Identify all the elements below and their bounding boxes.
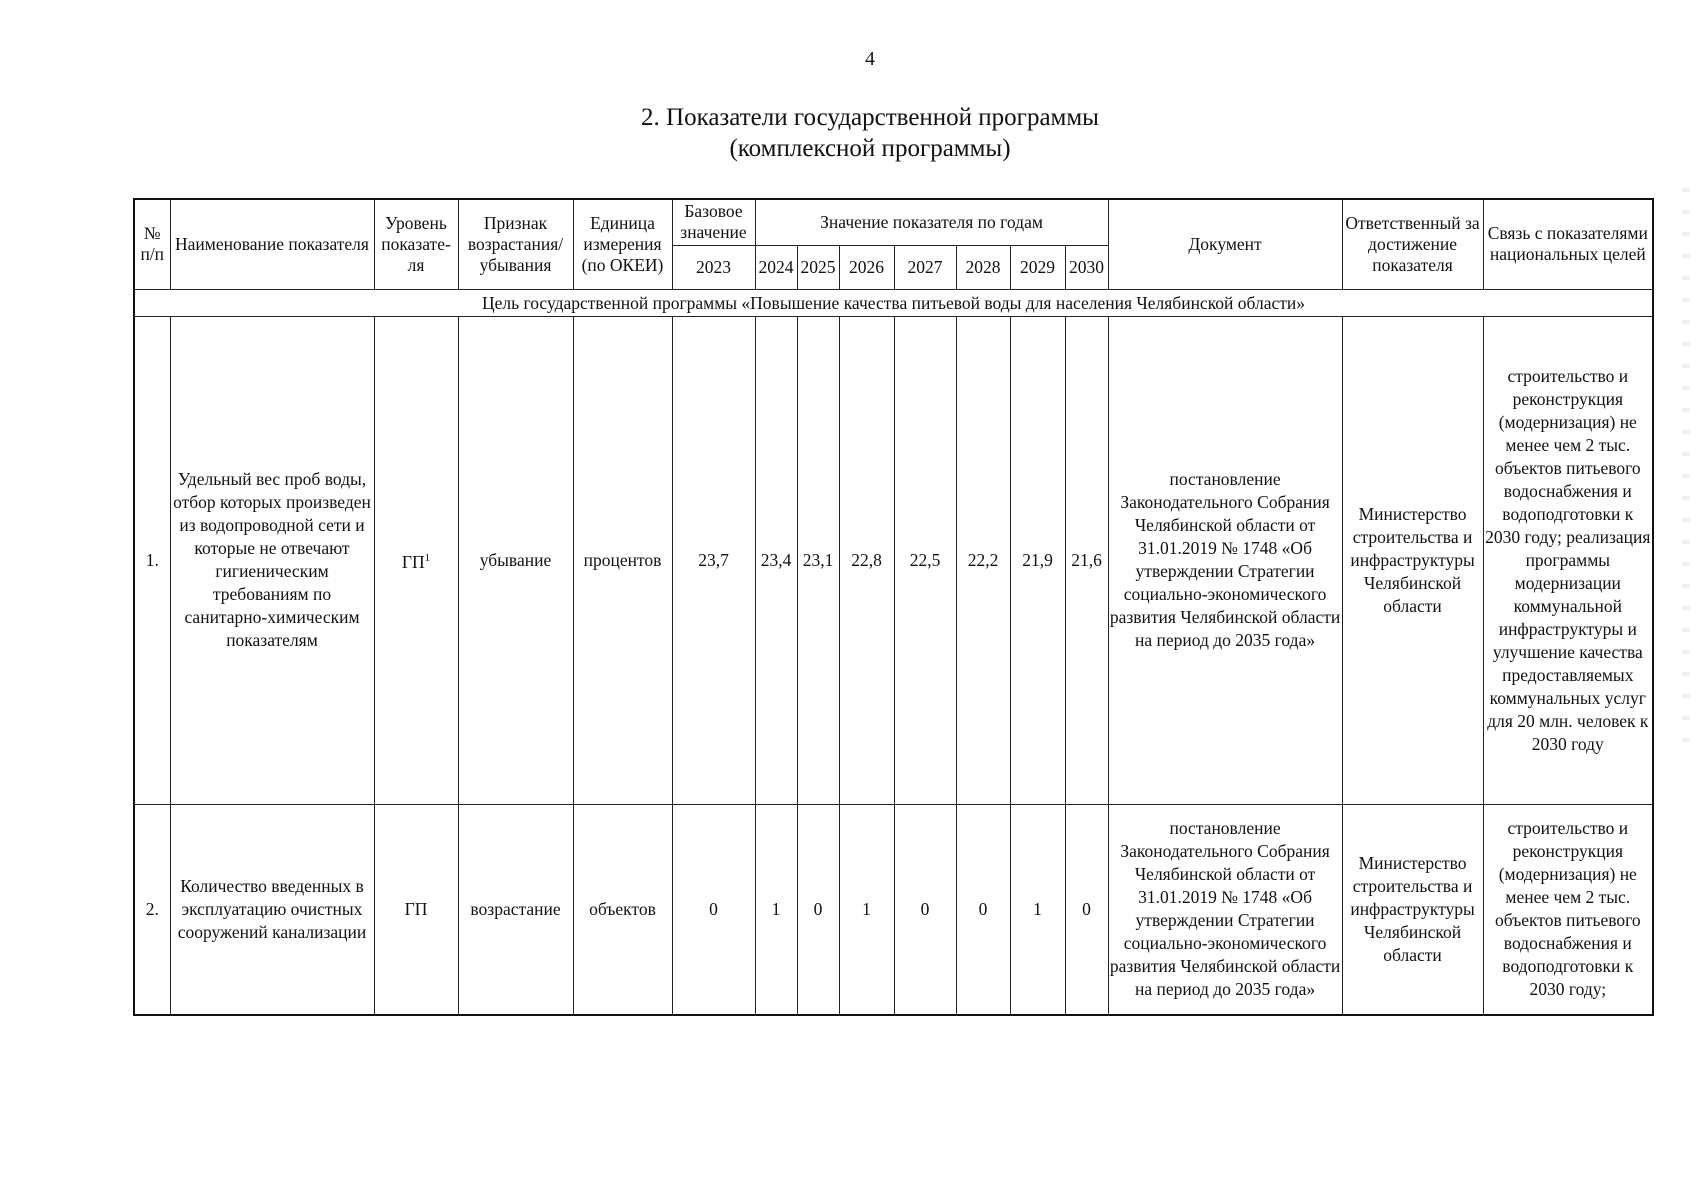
program-goal: Цель государственной программы «Повышение качества питьевой воды для населения Челябинской области» — [134, 289, 1653, 316]
row-value: 1 — [755, 804, 797, 1015]
header-values-by-year: Значение показателя по годам — [755, 199, 1108, 245]
row-value: 1 — [839, 804, 894, 1015]
row-value: 0 — [797, 804, 839, 1015]
row-sign: возрастание — [458, 804, 573, 1015]
header-sign: Признак возрастания/ убывания — [458, 199, 573, 289]
header-year: 2029 — [1010, 245, 1065, 289]
header-level: Уровень показате-ля — [374, 199, 458, 289]
row-document: постановление Законодательного Собрания Челябинской области от 31.01.2019 № 1748 «Об утверждении Стратегии социально-экономического развития Челябинской области на период до 2035 года» — [1108, 804, 1342, 1015]
row-value: 22,2 — [956, 316, 1010, 804]
page-number: 4 — [865, 48, 875, 70]
header-responsible: Ответственный за достижение показателя — [1342, 199, 1483, 289]
scan-edge-artifact — [1682, 170, 1690, 750]
row-responsible: Министерство строительства и инфраструктуры Челябинской области — [1342, 316, 1483, 804]
header-name: Наименование показателя — [170, 199, 374, 289]
header-document: Документ — [1108, 199, 1342, 289]
row-level-text: ГП — [401, 551, 425, 572]
row-level: ГП — [374, 804, 458, 1015]
row-level — [374, 316, 458, 804]
header-base-year: 2023 — [672, 245, 755, 289]
row-num: 2. — [134, 804, 170, 1015]
header-num: № п/п — [134, 199, 170, 289]
row-sign: убывание — [458, 316, 573, 804]
row-responsible: Министерство строительства и инфраструктуры Челябинской области — [1342, 804, 1483, 1015]
header-year: 2025 — [797, 245, 839, 289]
row-value: 0 — [894, 804, 956, 1015]
row-value: 23,1 — [797, 316, 839, 804]
row-value: 0 — [956, 804, 1010, 1015]
page-title — [0, 102, 1698, 164]
table-row — [134, 804, 1653, 1015]
row-value: 21,9 — [1010, 316, 1065, 804]
header-year: 2026 — [839, 245, 894, 289]
title-line-2: (комплексной программы) — [729, 135, 1011, 162]
header-year: 2030 — [1065, 245, 1108, 289]
row-unit: объектов — [573, 804, 672, 1015]
row-link: строительство и реконструкция (модернизация) не менее чем 2 тыс. объектов питьевого водоснабжения и водоподготовки к 2030 году; — [1483, 804, 1653, 1015]
header-year: 2028 — [956, 245, 1010, 289]
row-value: 1 — [1010, 804, 1065, 1015]
row-value: 22,5 — [894, 316, 956, 804]
row-document: постановление Законодательного Собрания Челябинской области от 31.01.2019 № 1748 «Об утверждении Стратегии социально-экономического развития Челябинской области на период до 2035 года» — [1108, 316, 1342, 804]
row-value: 0 — [1065, 804, 1108, 1015]
row-base: 0 — [672, 804, 755, 1015]
row-name: Удельный вес проб воды, отбор которых произведен из водопроводной сети и которые не отвечают гигиеническим требованиям по санитарно-химическим показателям — [170, 316, 374, 804]
header-year: 2027 — [894, 245, 956, 289]
header-year: 2024 — [755, 245, 797, 289]
row-value: 22,8 — [839, 316, 894, 804]
row-unit: процентов — [573, 316, 672, 804]
indicators-table — [133, 198, 1654, 1016]
header-base: Базовое значение — [672, 199, 755, 245]
table-row — [134, 316, 1653, 804]
header-link: Связь с показателями национальных целей — [1483, 199, 1653, 289]
title-line-1: 2. Показатели государственной программы — [641, 104, 1099, 131]
footnote-mark: 1 — [424, 551, 431, 564]
row-base: 23,7 — [672, 316, 755, 804]
row-num: 1. — [134, 316, 170, 804]
row-name: Количество введенных в эксплуатацию очистных сооружений канализации — [170, 804, 374, 1015]
header-unit: Единица измерения (по ОКЕИ) — [573, 199, 672, 289]
row-value: 21,6 — [1065, 316, 1108, 804]
row-link: строительство и реконструкция (модернизация) не менее чем 2 тыс. объектов питьевого водоснабжения и водоподготовки к 2030 году; реализация программы модернизации коммунальной инфраструктуры и улучшение качества предоставляемых коммунальных услуг для 20 млн. человек к 2030 году — [1483, 316, 1653, 804]
row-value: 23,4 — [755, 316, 797, 804]
